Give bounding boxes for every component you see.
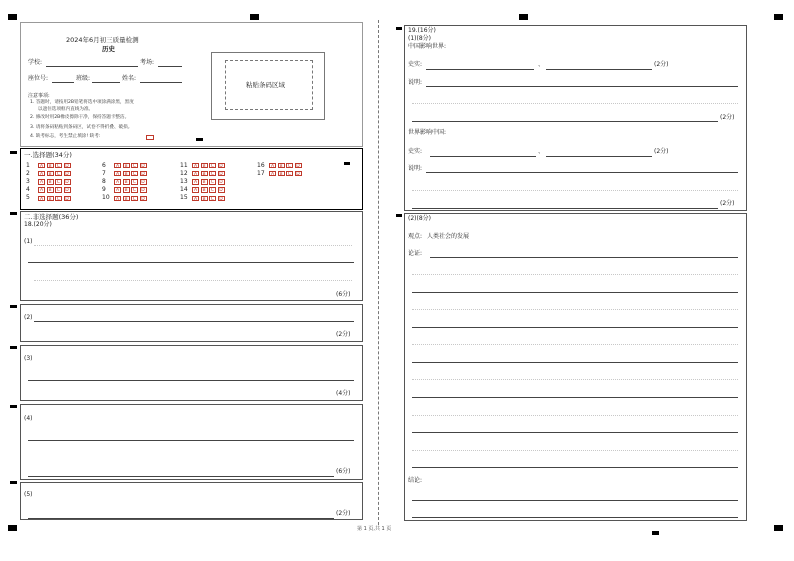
- answer-line[interactable]: [28, 380, 354, 381]
- choice-option-a[interactable]: A: [39, 180, 44, 186]
- position-mark: [8, 14, 17, 20]
- viewpoint-text: 人类社会的发展: [426, 233, 469, 240]
- position-mark: [250, 14, 259, 20]
- q18-part2-score: (2分): [336, 331, 351, 338]
- note-item: 1. 答题时，请按用2B铅笔将选中项涂满涂黑，黑度: [30, 100, 134, 105]
- china-world-label: 中国影响世界:: [408, 43, 447, 50]
- q19-part2-label: (2)(8分): [408, 215, 431, 222]
- choice-option-b[interactable]: B: [124, 196, 128, 202]
- question-number: 15: [180, 194, 188, 202]
- answer-line[interactable]: [412, 344, 738, 345]
- argument-label: 论证:: [408, 250, 423, 257]
- answer-line[interactable]: [412, 327, 738, 328]
- answer-line[interactable]: [412, 397, 738, 398]
- choice-option-b[interactable]: B: [279, 171, 283, 177]
- choice-option-c[interactable]: C: [132, 163, 137, 169]
- class-label: 班级:: [76, 75, 91, 82]
- facts2-field-1[interactable]: [430, 156, 536, 157]
- q18-part4-box: [20, 404, 363, 480]
- q18-part3-box: [20, 345, 363, 401]
- seat-field[interactable]: [52, 82, 74, 83]
- choice-option-d[interactable]: D: [219, 196, 223, 202]
- choice-option-a[interactable]: A: [115, 188, 120, 194]
- choice-option-a[interactable]: A: [193, 180, 198, 186]
- name-field[interactable]: [140, 82, 182, 83]
- choice-option-d[interactable]: D: [219, 180, 223, 186]
- question-number: 12: [180, 169, 188, 177]
- q18-part1-label: (1): [24, 238, 33, 245]
- position-mark: [774, 525, 783, 531]
- q19-part1-label: (1)(8分): [408, 35, 431, 42]
- position-mark: [652, 531, 659, 535]
- choice-question-5: [26, 195, 72, 202]
- facts-score: (2分): [654, 61, 669, 68]
- choice-question-11: [180, 162, 226, 169]
- choice-option-b[interactable]: B: [48, 171, 52, 177]
- question-number: 4: [26, 186, 30, 194]
- facts2-separator: 、: [538, 148, 545, 155]
- q18-part4-label: (4): [24, 415, 33, 422]
- answer-line[interactable]: [426, 172, 738, 173]
- side-tick: [10, 405, 17, 408]
- q18-part2-label: (2): [24, 314, 33, 321]
- choice-question-1: [26, 162, 72, 169]
- choice-option-c[interactable]: C: [132, 171, 137, 177]
- answer-guide: [34, 280, 352, 281]
- choice-question-9: [102, 187, 148, 194]
- choice-option-d[interactable]: D: [296, 163, 300, 169]
- page-footer: 第 1 页,共 1 页: [357, 526, 392, 532]
- explain-label: 说明:: [408, 79, 423, 86]
- q19-part1-box: [404, 25, 747, 211]
- answer-line[interactable]: [426, 86, 738, 87]
- q18-part3-label: (3): [24, 355, 33, 362]
- choice-question-17: [257, 170, 303, 177]
- q18-part3-score: (4分): [336, 390, 351, 397]
- choice-option-c[interactable]: C: [132, 180, 137, 186]
- exam-room-label: 考场:: [140, 59, 155, 66]
- choice-option-b[interactable]: B: [202, 171, 206, 177]
- answer-line[interactable]: [412, 309, 738, 310]
- subject-title: 历史: [102, 45, 115, 53]
- answer-guide: [34, 245, 352, 246]
- choice-question-14: [180, 187, 226, 194]
- name-label: 姓名:: [122, 75, 137, 82]
- choice-question-12: [180, 170, 226, 177]
- choice-question-6: [102, 162, 148, 169]
- choice-option-c[interactable]: C: [132, 196, 137, 202]
- choice-option-c[interactable]: C: [210, 196, 215, 202]
- facts2-field-2[interactable]: [546, 156, 652, 157]
- page-divider: [378, 20, 379, 525]
- question-number: 6: [102, 161, 106, 169]
- choice-question-16: [257, 162, 303, 169]
- question-number: 17: [257, 169, 265, 177]
- choice-option-d[interactable]: D: [219, 171, 223, 177]
- choice-option-a[interactable]: A: [193, 196, 198, 202]
- q18-part1-box: [20, 211, 363, 301]
- choice-option-b[interactable]: B: [48, 163, 52, 169]
- choice-option-b[interactable]: B: [124, 188, 128, 194]
- choice-option-c[interactable]: C: [56, 180, 61, 186]
- choice-option-c[interactable]: C: [210, 180, 215, 186]
- viewpoint-prefix: 观点:: [408, 233, 423, 240]
- answer-line[interactable]: [412, 362, 738, 363]
- q18-header: 18.(20分): [24, 221, 52, 228]
- answer-line[interactable]: [28, 262, 354, 263]
- explain2-score: (2分): [720, 200, 735, 207]
- note-item: 2. 修改时用2B橡皮擦除干净，保持答题卡整洁。: [30, 115, 130, 120]
- side-tick: [396, 27, 402, 30]
- choice-option-d[interactable]: D: [141, 171, 145, 177]
- school-label: 学校:: [28, 59, 43, 66]
- choice-option-d[interactable]: D: [141, 180, 145, 186]
- choice-question-10: [102, 195, 148, 202]
- choice-question-7: [102, 170, 148, 177]
- q19-header: 19.(16分): [408, 27, 436, 34]
- answer-line[interactable]: [28, 518, 334, 519]
- world-china-label: 世界影响中国:: [408, 129, 447, 136]
- q18-part2-box: [20, 304, 363, 342]
- choice-option-d[interactable]: D: [65, 180, 69, 186]
- answer-line[interactable]: [412, 500, 738, 501]
- facts2-score: (2分): [654, 148, 669, 155]
- choice-option-a[interactable]: A: [193, 188, 198, 194]
- choice-option-a[interactable]: A: [270, 171, 275, 177]
- choice-option-a[interactable]: A: [193, 163, 198, 169]
- choice-option-a[interactable]: A: [115, 196, 120, 202]
- choice-option-a[interactable]: A: [115, 171, 120, 177]
- q18-part1-score: (6分): [336, 291, 351, 298]
- choice-option-d[interactable]: D: [141, 163, 145, 169]
- q18-part5-score: (2分): [336, 510, 351, 517]
- side-tick: [10, 305, 17, 308]
- q18-part5-box: [20, 482, 363, 520]
- choice-option-c[interactable]: C: [56, 171, 61, 177]
- choice-option-b[interactable]: B: [124, 163, 128, 169]
- nonchoice-title: 二.非选择题(36分): [24, 213, 79, 221]
- choice-option-c[interactable]: C: [56, 196, 61, 202]
- choice-option-d[interactable]: D: [219, 163, 223, 169]
- choice-option-b[interactable]: B: [48, 196, 52, 202]
- explain-score: (2分): [720, 114, 735, 121]
- seat-label: 座位号:: [28, 75, 49, 82]
- question-number: 14: [180, 186, 188, 194]
- choice-option-d[interactable]: D: [141, 188, 145, 194]
- choice-option-b[interactable]: B: [48, 188, 52, 194]
- choice-option-b[interactable]: B: [48, 180, 52, 186]
- choice-option-c[interactable]: C: [132, 188, 137, 194]
- answer-line[interactable]: [28, 440, 354, 441]
- note-item: 4. 缺考标志，考生禁止填涂! 缺考:: [30, 134, 101, 139]
- answer-line[interactable]: [412, 379, 738, 380]
- choice-option-a[interactable]: A: [115, 180, 120, 186]
- choice-question-8: [102, 178, 148, 185]
- question-number: 16: [257, 161, 265, 169]
- choice-option-c[interactable]: C: [287, 171, 292, 177]
- choice-option-a[interactable]: A: [39, 196, 44, 202]
- answer-line[interactable]: [28, 476, 334, 477]
- answer-line[interactable]: [412, 467, 738, 468]
- answer-line[interactable]: [412, 432, 738, 433]
- choice-section-title: 一.选择题(34分): [24, 151, 72, 159]
- choice-option-b[interactable]: B: [124, 180, 128, 186]
- choice-option-d[interactable]: D: [65, 171, 69, 177]
- facts-separator: 、: [538, 61, 545, 68]
- question-number: 7: [102, 169, 106, 177]
- choice-question-3: [26, 178, 72, 185]
- side-tick: [10, 151, 17, 154]
- position-mark: [8, 525, 17, 531]
- choice-option-c[interactable]: C: [287, 163, 292, 169]
- question-number: 1: [26, 161, 30, 169]
- side-tick: [396, 214, 402, 217]
- choice-option-d[interactable]: D: [219, 188, 223, 194]
- absent-mark-box[interactable]: [146, 135, 154, 140]
- choice-option-b[interactable]: B: [202, 163, 206, 169]
- answer-line[interactable]: [412, 292, 738, 293]
- choice-question-15: [180, 195, 226, 202]
- facts2-label: 史实:: [408, 148, 423, 155]
- answer-line[interactable]: [412, 415, 738, 416]
- choice-option-c[interactable]: C: [210, 188, 215, 194]
- q18-part5-label: (5): [24, 491, 33, 498]
- answer-line[interactable]: [34, 321, 354, 322]
- choice-option-d[interactable]: D: [296, 171, 300, 177]
- side-tick: [10, 481, 17, 484]
- position-mark: [519, 14, 528, 20]
- q18-part4-score: (6分): [336, 468, 351, 475]
- choice-option-b[interactable]: B: [202, 188, 206, 194]
- question-number: 10: [102, 194, 110, 202]
- answer-line[interactable]: [412, 450, 738, 451]
- question-number: 2: [26, 169, 30, 177]
- answer-line[interactable]: [412, 274, 738, 275]
- barcode-label: 粘贴条码区域: [246, 81, 285, 89]
- answer-guide: [412, 103, 738, 104]
- note-item: 以遮住选项框内直线为准。: [38, 107, 94, 112]
- choice-option-d[interactable]: D: [141, 196, 145, 202]
- choice-option-a[interactable]: A: [39, 163, 44, 169]
- conclusion-label: 结论:: [408, 477, 423, 484]
- question-number: 13: [180, 177, 188, 185]
- choice-option-a[interactable]: A: [39, 188, 44, 194]
- answer-line[interactable]: [430, 257, 738, 258]
- choice-option-a[interactable]: A: [270, 163, 275, 169]
- question-number: 8: [102, 177, 106, 185]
- notes-title: 注意事项:: [28, 93, 50, 99]
- answer-line[interactable]: [412, 517, 738, 518]
- choice-option-b[interactable]: B: [124, 171, 128, 177]
- choice-option-c[interactable]: C: [56, 188, 61, 194]
- exam-room-field[interactable]: [158, 66, 182, 67]
- choice-question-4: [26, 187, 72, 194]
- question-number: 9: [102, 186, 106, 194]
- class-field[interactable]: [92, 82, 120, 83]
- choice-option-a[interactable]: A: [39, 171, 44, 177]
- school-field[interactable]: [46, 66, 138, 67]
- choice-option-d[interactable]: D: [65, 163, 69, 169]
- choice-option-c[interactable]: C: [210, 163, 215, 169]
- explain2-label: 说明:: [408, 165, 423, 172]
- note-item: 3. 请将条码粘贴到条码区，试卷不得折叠、破损。: [30, 125, 133, 130]
- position-mark: [774, 14, 783, 20]
- exam-title: 2024年6月初三质量检测: [66, 36, 139, 44]
- question-number: 3: [26, 177, 30, 185]
- facts-field-2[interactable]: [546, 69, 652, 70]
- side-tick: [10, 212, 17, 215]
- facts-field-1[interactable]: [426, 69, 534, 70]
- question-number: 11: [180, 161, 188, 169]
- choice-option-c[interactable]: C: [56, 163, 61, 169]
- choice-option-a[interactable]: A: [115, 163, 120, 169]
- choice-option-d[interactable]: D: [65, 196, 69, 202]
- choice-option-c[interactable]: C: [210, 171, 215, 177]
- choice-question-2: [26, 170, 72, 177]
- viewpoint-label: [408, 234, 469, 240]
- answer-guide: [412, 190, 738, 191]
- question-number: 5: [26, 194, 30, 202]
- choice-option-d[interactable]: D: [65, 188, 69, 194]
- choice-option-b[interactable]: B: [279, 163, 283, 169]
- answer-line[interactable]: [412, 208, 718, 209]
- choice-question-13: [180, 178, 226, 185]
- q19-part2-box: [404, 213, 747, 521]
- answer-line[interactable]: [412, 121, 718, 122]
- side-tick: [10, 346, 17, 349]
- choice-option-a[interactable]: A: [193, 171, 198, 177]
- choice-option-b[interactable]: B: [202, 196, 206, 202]
- choice-option-b[interactable]: B: [202, 180, 206, 186]
- facts-label: 史实:: [408, 61, 423, 68]
